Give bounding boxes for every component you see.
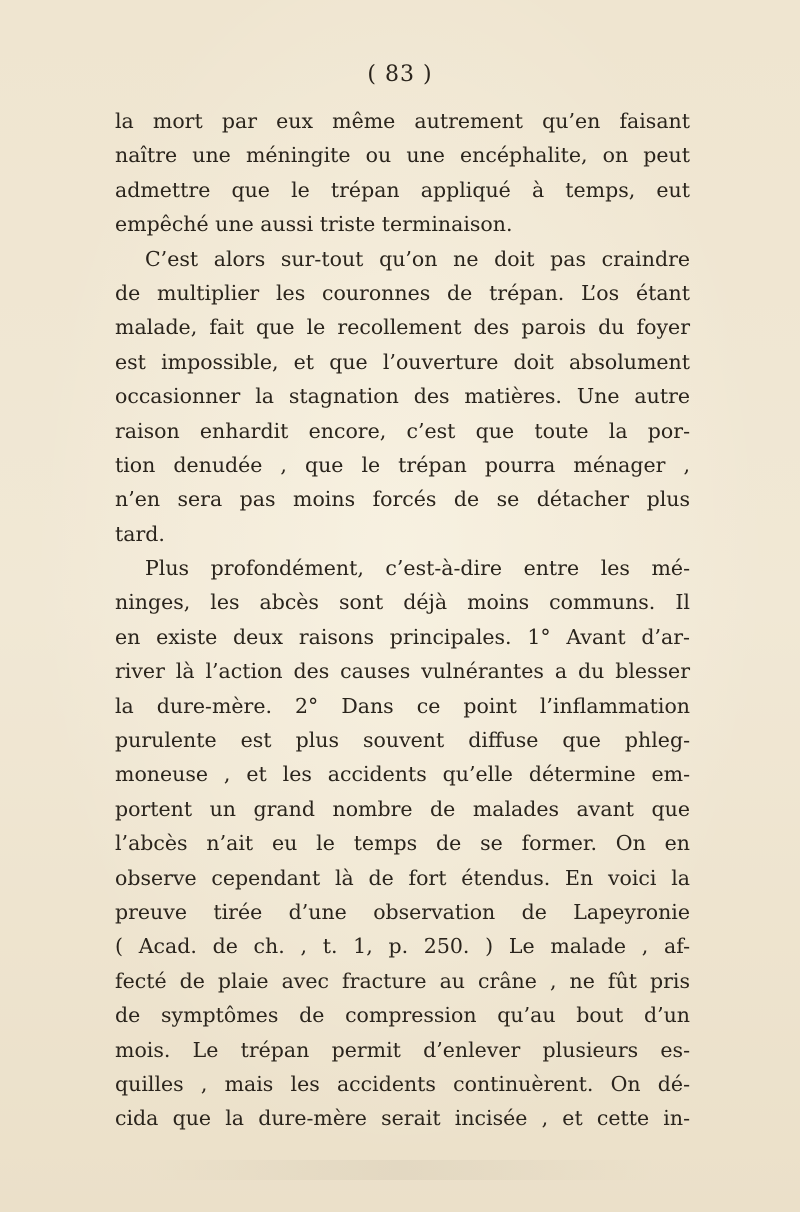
text-line: occasionner la stagnation des matières. Une autre [115,384,690,409]
text-line: quilles , mais les accidents continuèrent. On dé- [115,1071,690,1096]
text-line: de multiplier les couronnes de trépan. L’os étant [115,280,690,305]
text-line: river là l’action des causes vulnérantes a du blesser [115,659,690,684]
text-line: empêché une aussi triste terminaison. [115,212,513,237]
text-line: la mort par eux même autrement qu’en faisant [115,109,690,133]
text-line: n’en sera pas moins forcés de se détacher plus [115,487,690,512]
text-line: fecté de plaie avec fracture au crâne , ne fût pris [115,968,690,993]
text-line: admettre que le trépan appliqué à temps, eut [115,177,690,202]
text-line: mois. Le trépan permit d’enlever plusieurs es- [115,1037,690,1062]
text-line: naître une méningite ou une encéphalite, on peut [115,143,690,168]
page-body-text [115,104,690,1136]
text-line: cida que la dure-mère serait incisée , et cette in- [115,1106,690,1131]
page-number: ( 83 ) [367,62,433,87]
text-line: preuve tirée d’une observation de Lapeyronie [115,899,690,924]
text-line: moneuse , et les accidents qu’elle détermine em- [115,762,690,787]
text-line: purulente est plus souvent diffuse que phleg- [115,728,690,753]
text-line: de symptômes de compression qu’au bout d’un [115,1003,690,1028]
text-line: portent un grand nombre de malades avant que [115,796,690,821]
text-line: ( Acad. de ch. , t. 1, p. 250. ) Le malade , af- [115,934,690,959]
text-line: l’abcès n’ait eu le temps de se former. On en [115,831,690,856]
text-line: tard. [115,521,165,546]
text-line: C’est alors sur-tout qu’on ne doit pas craindre [145,246,690,271]
text-line: observe cependant là de fort étendus. En voici la [115,865,690,890]
text-line: tion denudée , que le trépan pourra ménager , [115,452,690,477]
text-line: ninges, les abcès sont déjà moins communs. Il [115,590,690,615]
text-line: la dure-mère. 2° Dans ce point l’inflammation [115,693,690,718]
text-line: Plus profondément, c’est-à-dire entre les mé- [145,556,690,581]
text-line: est impossible, et que l’ouverture doit absolument [115,349,690,374]
text-line: en existe deux raisons principales. 1° Avant d’ar- [115,624,690,649]
show-through-text [140,1160,660,1180]
text-line: malade, fait que le recollement des parois du foyer [115,315,690,340]
text-line: raison enhardit encore, c’est que toute la por- [115,418,690,443]
